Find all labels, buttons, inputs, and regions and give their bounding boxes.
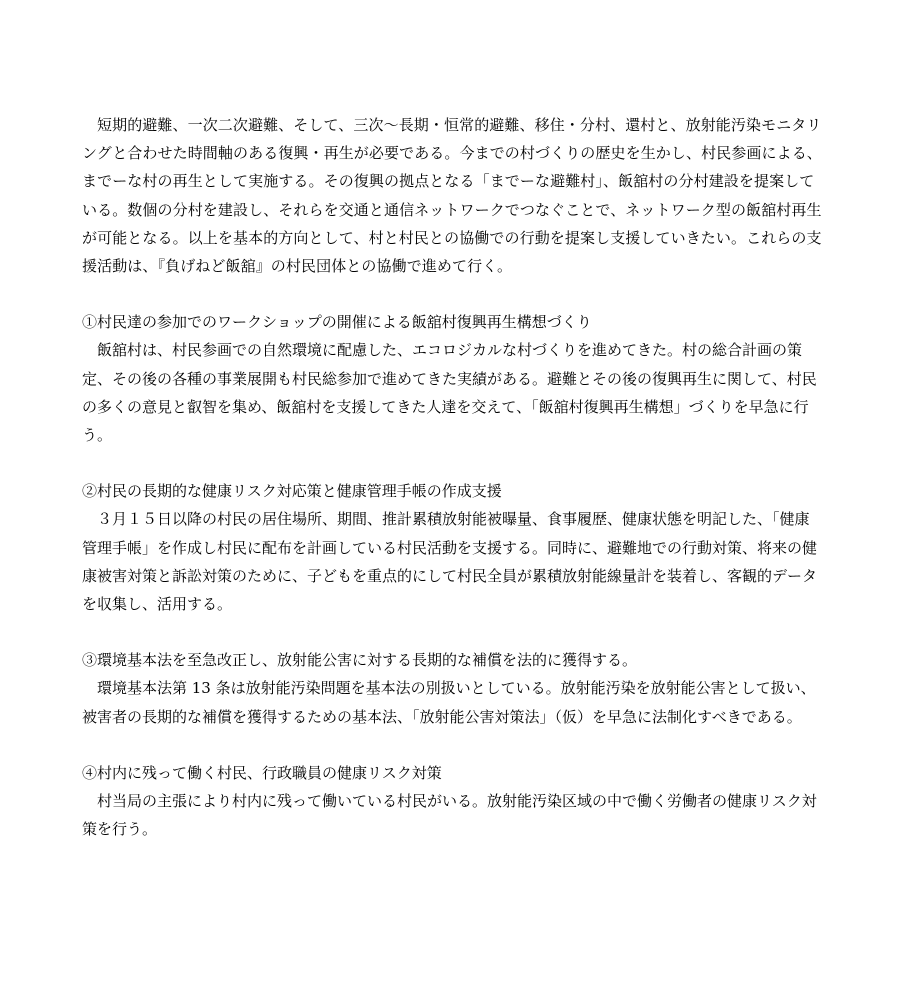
section-body: 村当局の主張により村内に残って働いている村民がいる。放射能汚染区域の中で働く労働者の健康リスク対策を行う。 <box>82 792 817 839</box>
section-2 <box>82 477 822 618</box>
intro-paragraph: 短期的避難、一次二次避難、そして、三次～長期・恒常的避難、移住・分村、還村と、放射能汚染モニタリングと合わせた時間軸のある復興・再生が必要である。今までの村づくりの歴史を生かし、村民参画による、までーな村の再生として実施する。その復興の拠点となる「までーな避難村」、飯舘村の分村建設を提案している。数個の分村を建設し、それらを交通と通信ネットワークでつなぐことで、ネットワーク型の飯舘村再生が可能となる。以上を基本的方向として、村と村民との協働での行動を提案し支援していきたい。これらの支援活動は、『負げねど飯舘』の村民団体との協働で進めて行く。 <box>82 116 822 276</box>
section-body: 飯舘村は、村民参画での自然環境に配慮した、エコロジカルな村づくりを進めてきた。村の総合計画の策定、その後の各種の事業展開も村民総参加で進めてきた実績がある。避難とその後の復興再生に関して、村民の多くの意見と叡智を集め、飯舘村を支援してきた人達を交えて、「飯舘村復興再生構想」づくりを早急に行う。 <box>82 341 817 445</box>
section-heading: ②村民の長期的な健康リスク対応策と健康管理手帳の作成支援 <box>82 482 502 501</box>
spacer <box>82 731 822 759</box>
section-1 <box>82 308 822 449</box>
spacer <box>82 449 822 477</box>
section-body: ３月１５日以降の村民の居住場所、期間、推計累積放射能被曝量、食事履歴、健康状態を明記した、「健康管理手帳」を作成し村民に配布を計画している村民活動を支援する。同時に、避難地での行動対策、将来の健康被害対策と訴訟対策のために、子どもを重点的にして村民全員が累積放射能線量計を装着し、客観的データを収集し、活用する。 <box>82 510 818 614</box>
section-heading: ③環境基本法を至急改正し、放射能公害に対する長期的な補償を法的に獲得する。 <box>82 651 638 670</box>
section-3 <box>82 646 822 731</box>
document-page <box>82 111 822 843</box>
section-4 <box>82 759 822 844</box>
section-body: 環境基本法第 13 条は放射能汚染問題を基本法の別扱いとしている。放射能汚染を放射能公害として扱い、被害者の長期的な補償を獲得するための基本法、「放射能公害対策法」（仮）を早急に法制化すべきである。 <box>82 679 816 726</box>
section-heading: ①村民達の参加でのワークショップの開催による飯舘村復興再生構想づくり <box>82 313 592 332</box>
section-heading: ④村内に残って働く村民、行政職員の健康リスク対策 <box>82 763 442 782</box>
spacer <box>82 280 822 308</box>
spacer <box>82 618 822 646</box>
